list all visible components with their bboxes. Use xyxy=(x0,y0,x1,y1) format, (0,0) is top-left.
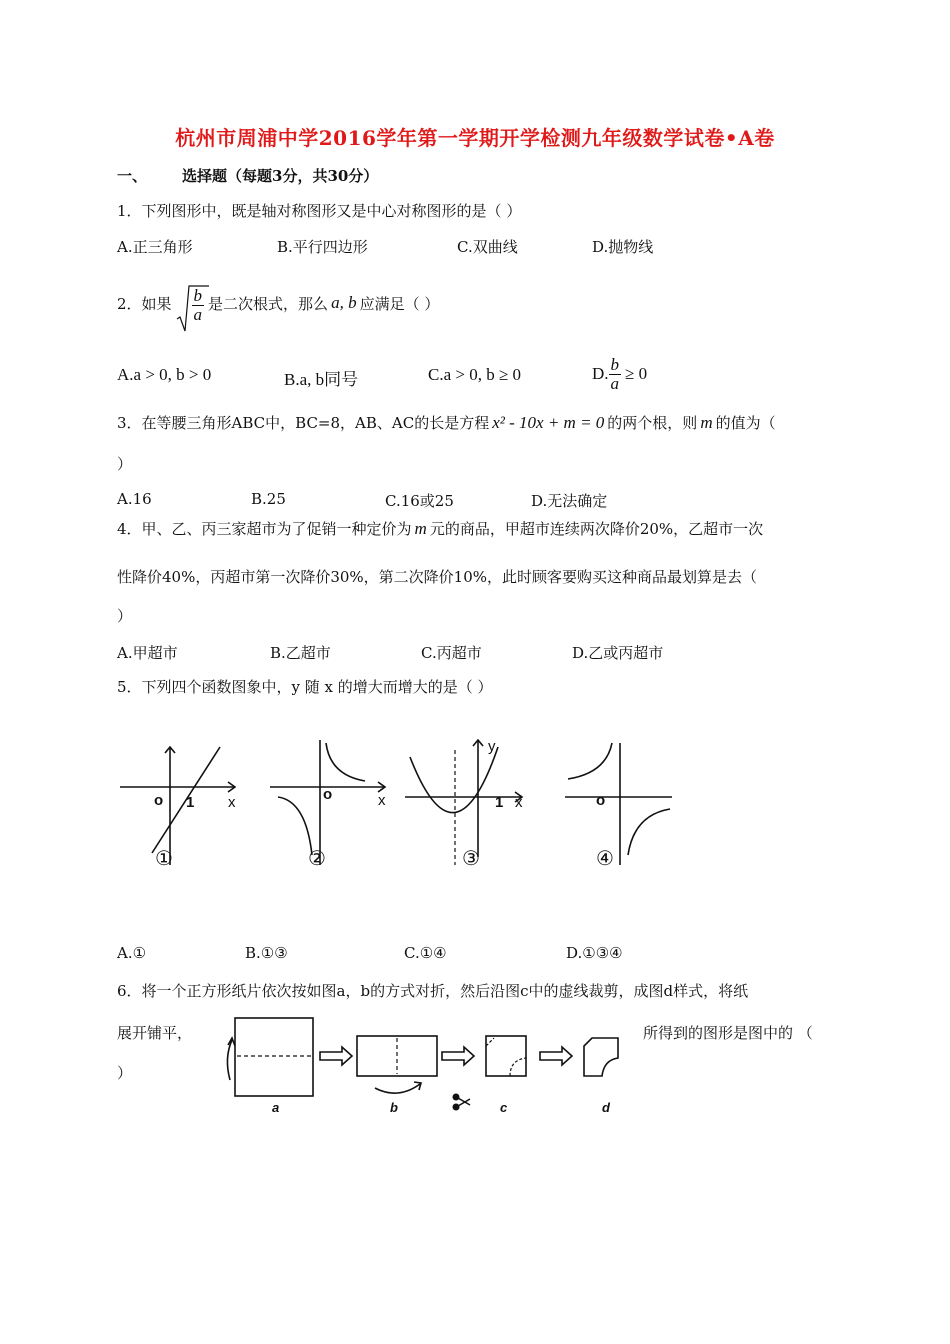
q2-option-c: C.a > 0, b ≥ 0 xyxy=(428,365,522,384)
q4-prefix: 4．甲、乙、丙三家超市为了促销一种定价为 xyxy=(117,520,412,538)
graph-1 xyxy=(120,747,235,865)
q5-option-d: D.①③④ xyxy=(566,944,623,962)
question-4-line-2: 性降价40%，丙超市第一次降价30%，第二次降价10%，此时顾客要购买这种商品最划算是去（ xyxy=(117,568,758,586)
question-6-line-1: 6．将一个正方形纸片依次按如图a，b的方式对折，然后沿图c中的虚线裁剪，成图d样式，将纸 xyxy=(117,982,749,1000)
q2-option-d xyxy=(592,354,647,394)
q2-option-d-denominator: a xyxy=(610,373,620,393)
q3-option-b: B.25 xyxy=(251,490,286,508)
graph-1-one-label: 1 xyxy=(186,794,195,811)
question-1-text: 1．下列图形中，既是轴对称图形又是中心对称图形的是（ ） xyxy=(117,202,522,220)
section-number: 一、 xyxy=(117,167,148,185)
function-graphs-figure xyxy=(110,735,680,870)
graph-2-number: ② xyxy=(308,848,326,870)
paper-folding-figure xyxy=(220,1010,640,1115)
graph-3-y-label: y xyxy=(488,738,496,755)
question-6-line-2-right: 所得到的图形是图中的 （ xyxy=(643,1024,813,1042)
q2-option-d-label: D. xyxy=(592,364,609,383)
question-5-text: 5．下列四个函数图象中，y 随 x 的增大而增大的是（ ） xyxy=(117,678,493,696)
q2-prefix: 2．如果 xyxy=(117,294,172,313)
fig-c-label: c xyxy=(500,1100,508,1115)
question-3 xyxy=(117,412,776,433)
q4-option-c: C.丙超市 xyxy=(421,644,482,662)
q1-option-b: B.平行四边形 xyxy=(277,238,368,256)
question-4-line-1 xyxy=(117,518,763,539)
graph-3-x-label: x xyxy=(515,794,523,811)
q3-wrap: ） xyxy=(117,455,133,473)
q2-frac-denominator: a xyxy=(193,304,203,324)
sqrt-symbol-icon xyxy=(176,283,210,333)
graph-2-origin-label: o xyxy=(323,786,333,803)
q5-option-a: A.① xyxy=(117,944,147,962)
q3-var: m xyxy=(700,412,713,432)
q1-option-a: A.正三角形 xyxy=(117,238,193,256)
graph-3-number: ③ xyxy=(462,848,480,870)
q3-option-d: D.无法确定 xyxy=(531,492,608,510)
graph-1-origin-label: o xyxy=(154,792,164,809)
q4-var: m xyxy=(414,518,427,538)
q4-wrap: ） xyxy=(117,607,133,625)
q5-option-c: C.①④ xyxy=(404,944,447,962)
q2-option-d-numerator: b xyxy=(610,354,620,374)
q1-option-c: C.双曲线 xyxy=(457,238,518,256)
q3-prefix: 3．在等腰三角形ABC中，BC=8，AB、AC的长是方程 xyxy=(117,414,490,432)
question-6-line-2-left: 展开铺平， xyxy=(117,1024,193,1042)
graph-4-origin-label: o xyxy=(596,792,606,809)
q3-option-a: A.16 xyxy=(117,490,152,508)
q5-option-b: B.①③ xyxy=(245,944,288,962)
question-2 xyxy=(117,278,439,328)
q2-option-b: B.a, b同号 xyxy=(284,370,359,389)
q6-wrap: ） xyxy=(117,1064,133,1082)
fig-b-label: b xyxy=(390,1100,398,1115)
q3-equation: x² - 10x + m = 0 xyxy=(492,412,605,432)
q3-suffix: 的值为（ xyxy=(715,414,776,432)
graph-1-number: ① xyxy=(155,848,173,870)
graph-3-one-label: 1 xyxy=(495,794,504,811)
q4-option-b: B.乙超市 xyxy=(270,644,331,662)
q2-vars: a, b xyxy=(331,293,357,312)
fig-d-label: d xyxy=(602,1100,610,1115)
q2-option-a: A.a > 0, b > 0 xyxy=(117,365,212,384)
q3-mid: 的两个根，则 xyxy=(607,414,698,432)
sqrt-expression xyxy=(178,283,205,324)
q4-option-a: A.甲超市 xyxy=(117,644,178,662)
q2-mid: 是二次根式，那么 xyxy=(208,294,329,313)
q3-option-c: C.16或25 xyxy=(385,492,454,510)
q1-option-d: D.抛物线 xyxy=(592,238,654,256)
q4-option-d: D.乙或丙超市 xyxy=(572,644,664,662)
page-title: 杭州市周浦中学2016学年第一学期开学检测九年级数学试卷•A卷 xyxy=(175,126,775,150)
q2-frac-numerator: b xyxy=(193,285,203,305)
graph-2-x-label: x xyxy=(378,792,386,809)
graph-4-number: ④ xyxy=(596,848,614,870)
graph-1-x-label: x xyxy=(228,794,236,811)
q4-line1-suffix: 元的商品，甲超市连续两次降价20%，乙超市一次 xyxy=(429,520,764,538)
q2-option-d-relation: ≥ 0 xyxy=(625,364,648,383)
scissors-icon xyxy=(453,1094,470,1110)
q2-suffix: 应满足（ ） xyxy=(359,294,440,313)
section-title: 选择题（每题3分，共30分） xyxy=(182,167,379,185)
fig-a-label: a xyxy=(272,1100,280,1115)
graph-3 xyxy=(405,740,522,865)
graph-4 xyxy=(565,743,672,865)
